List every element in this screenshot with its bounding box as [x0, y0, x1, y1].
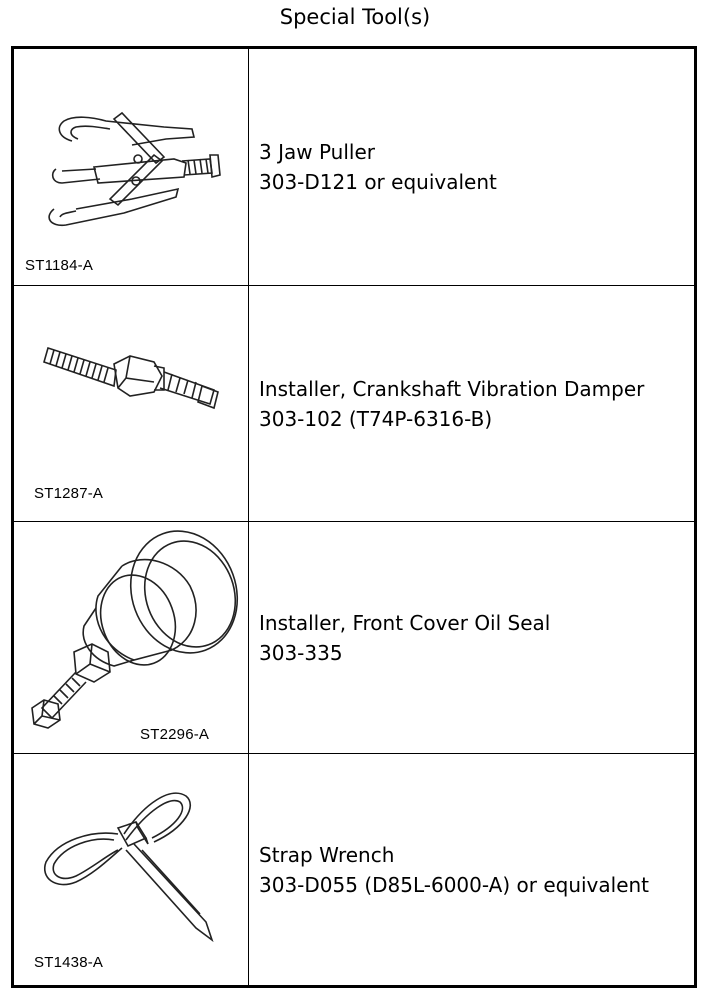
tool-image-code: ST2296-A	[140, 726, 210, 743]
strap-wrench-drawing	[14, 754, 249, 985]
table-row	[14, 49, 694, 286]
3-jaw-puller-drawing	[14, 49, 249, 285]
tool-image-code: ST1184-A	[25, 257, 94, 274]
tool-description-cell	[249, 522, 694, 753]
tool-name: Installer, Crankshaft Vibration Damper	[259, 376, 645, 401]
tool-number: 303-D121 or equivalent	[259, 170, 497, 194]
tool-name: 3 Jaw Puller	[259, 140, 375, 164]
special-tools-table	[11, 46, 697, 988]
tool-number: 303-335	[259, 640, 343, 665]
tool-image-code: ST1287-A	[34, 485, 104, 502]
table-row	[14, 286, 694, 522]
tool-name: Installer, Front Cover Oil Seal	[259, 610, 551, 635]
tool-image-cell	[14, 49, 249, 285]
tool-image-cell	[14, 522, 249, 753]
tool-image-cell	[14, 286, 249, 521]
page-title: Special Tool(s)	[279, 5, 431, 29]
tool-description-cell	[249, 754, 694, 985]
tool-description-cell	[249, 49, 694, 285]
front-cover-seal-installer-drawing	[14, 522, 249, 753]
tool-name: Strap Wrench	[259, 842, 395, 867]
tool-number: 303-102 (T74P-6316-B)	[259, 406, 493, 431]
tool-image-code: ST1438-A	[34, 954, 104, 971]
table-row	[14, 522, 694, 754]
tool-number: 303-D055 (D85L-6000-A) or equivalent	[259, 872, 650, 897]
tool-image-cell	[14, 754, 249, 985]
tool-description-cell	[249, 286, 694, 521]
table-row	[14, 754, 694, 985]
